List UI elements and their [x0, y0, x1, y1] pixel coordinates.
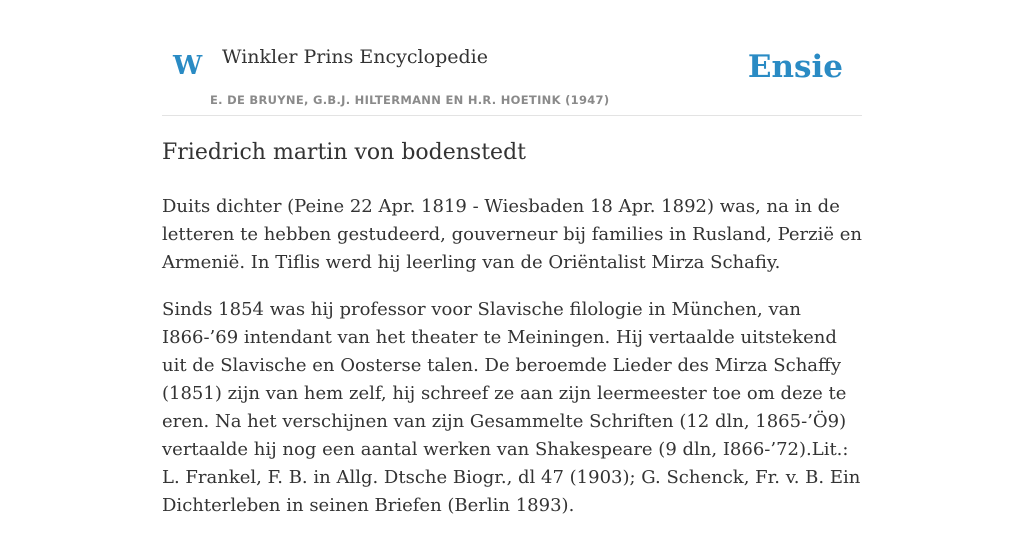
entry-title: Friedrich martin von bodenstedt [162, 140, 526, 165]
page [162, 0, 862, 516]
book-authors: E. DE BRUYNE, G.B.J. HILTERMANN EN H.R. HOETINK (1947) [210, 93, 610, 107]
entry-paragraph: Sinds 1854 was hij professor voor Slavische filologie in München, van I866-’69 intendant van het theater te Meiningen. Hij vertaalde uitstekend uit de Slavische en Oosterse talen. De beroemde Lieder des Mirza Schaffy (1851) zijn van hem zelf, hij schreef ze aan zijn leermeester toe om deze te eren. Na het verschijnen van zijn Gesammelte Schriften (12 dln, 1865-’Ö9) vertaalde hij nog een aantal werken van Shakespeare (9 dln, I866-’72).Lit.: L. Frankel, F. B. in Allg. Dtsche Biogr., dl 47 (1903); G. Schenck, Fr. v. B. Ein Dichterleben in seinen Briefen (Berlin 1893). [162, 299, 861, 516]
entry-body [162, 193, 867, 539]
book-header [162, 0, 862, 116]
entry-paragraph: Duits dichter (Peine 22 Apr. 1819 - Wiesbaden 18 Apr. 1892) was, na in de letteren te hebben gestudeerd, gouverneur bij families in Rusland, Perzië en Armenië. In Tiflis werd hij leerling van de Oriëntalist Mirza Schafiy. [162, 196, 862, 273]
ensie-logo-link[interactable]: Ensie [747, 49, 843, 85]
book-title-link[interactable]: Winkler Prins Encyclopedie [222, 46, 488, 68]
book-logo[interactable]: W [173, 51, 203, 81]
